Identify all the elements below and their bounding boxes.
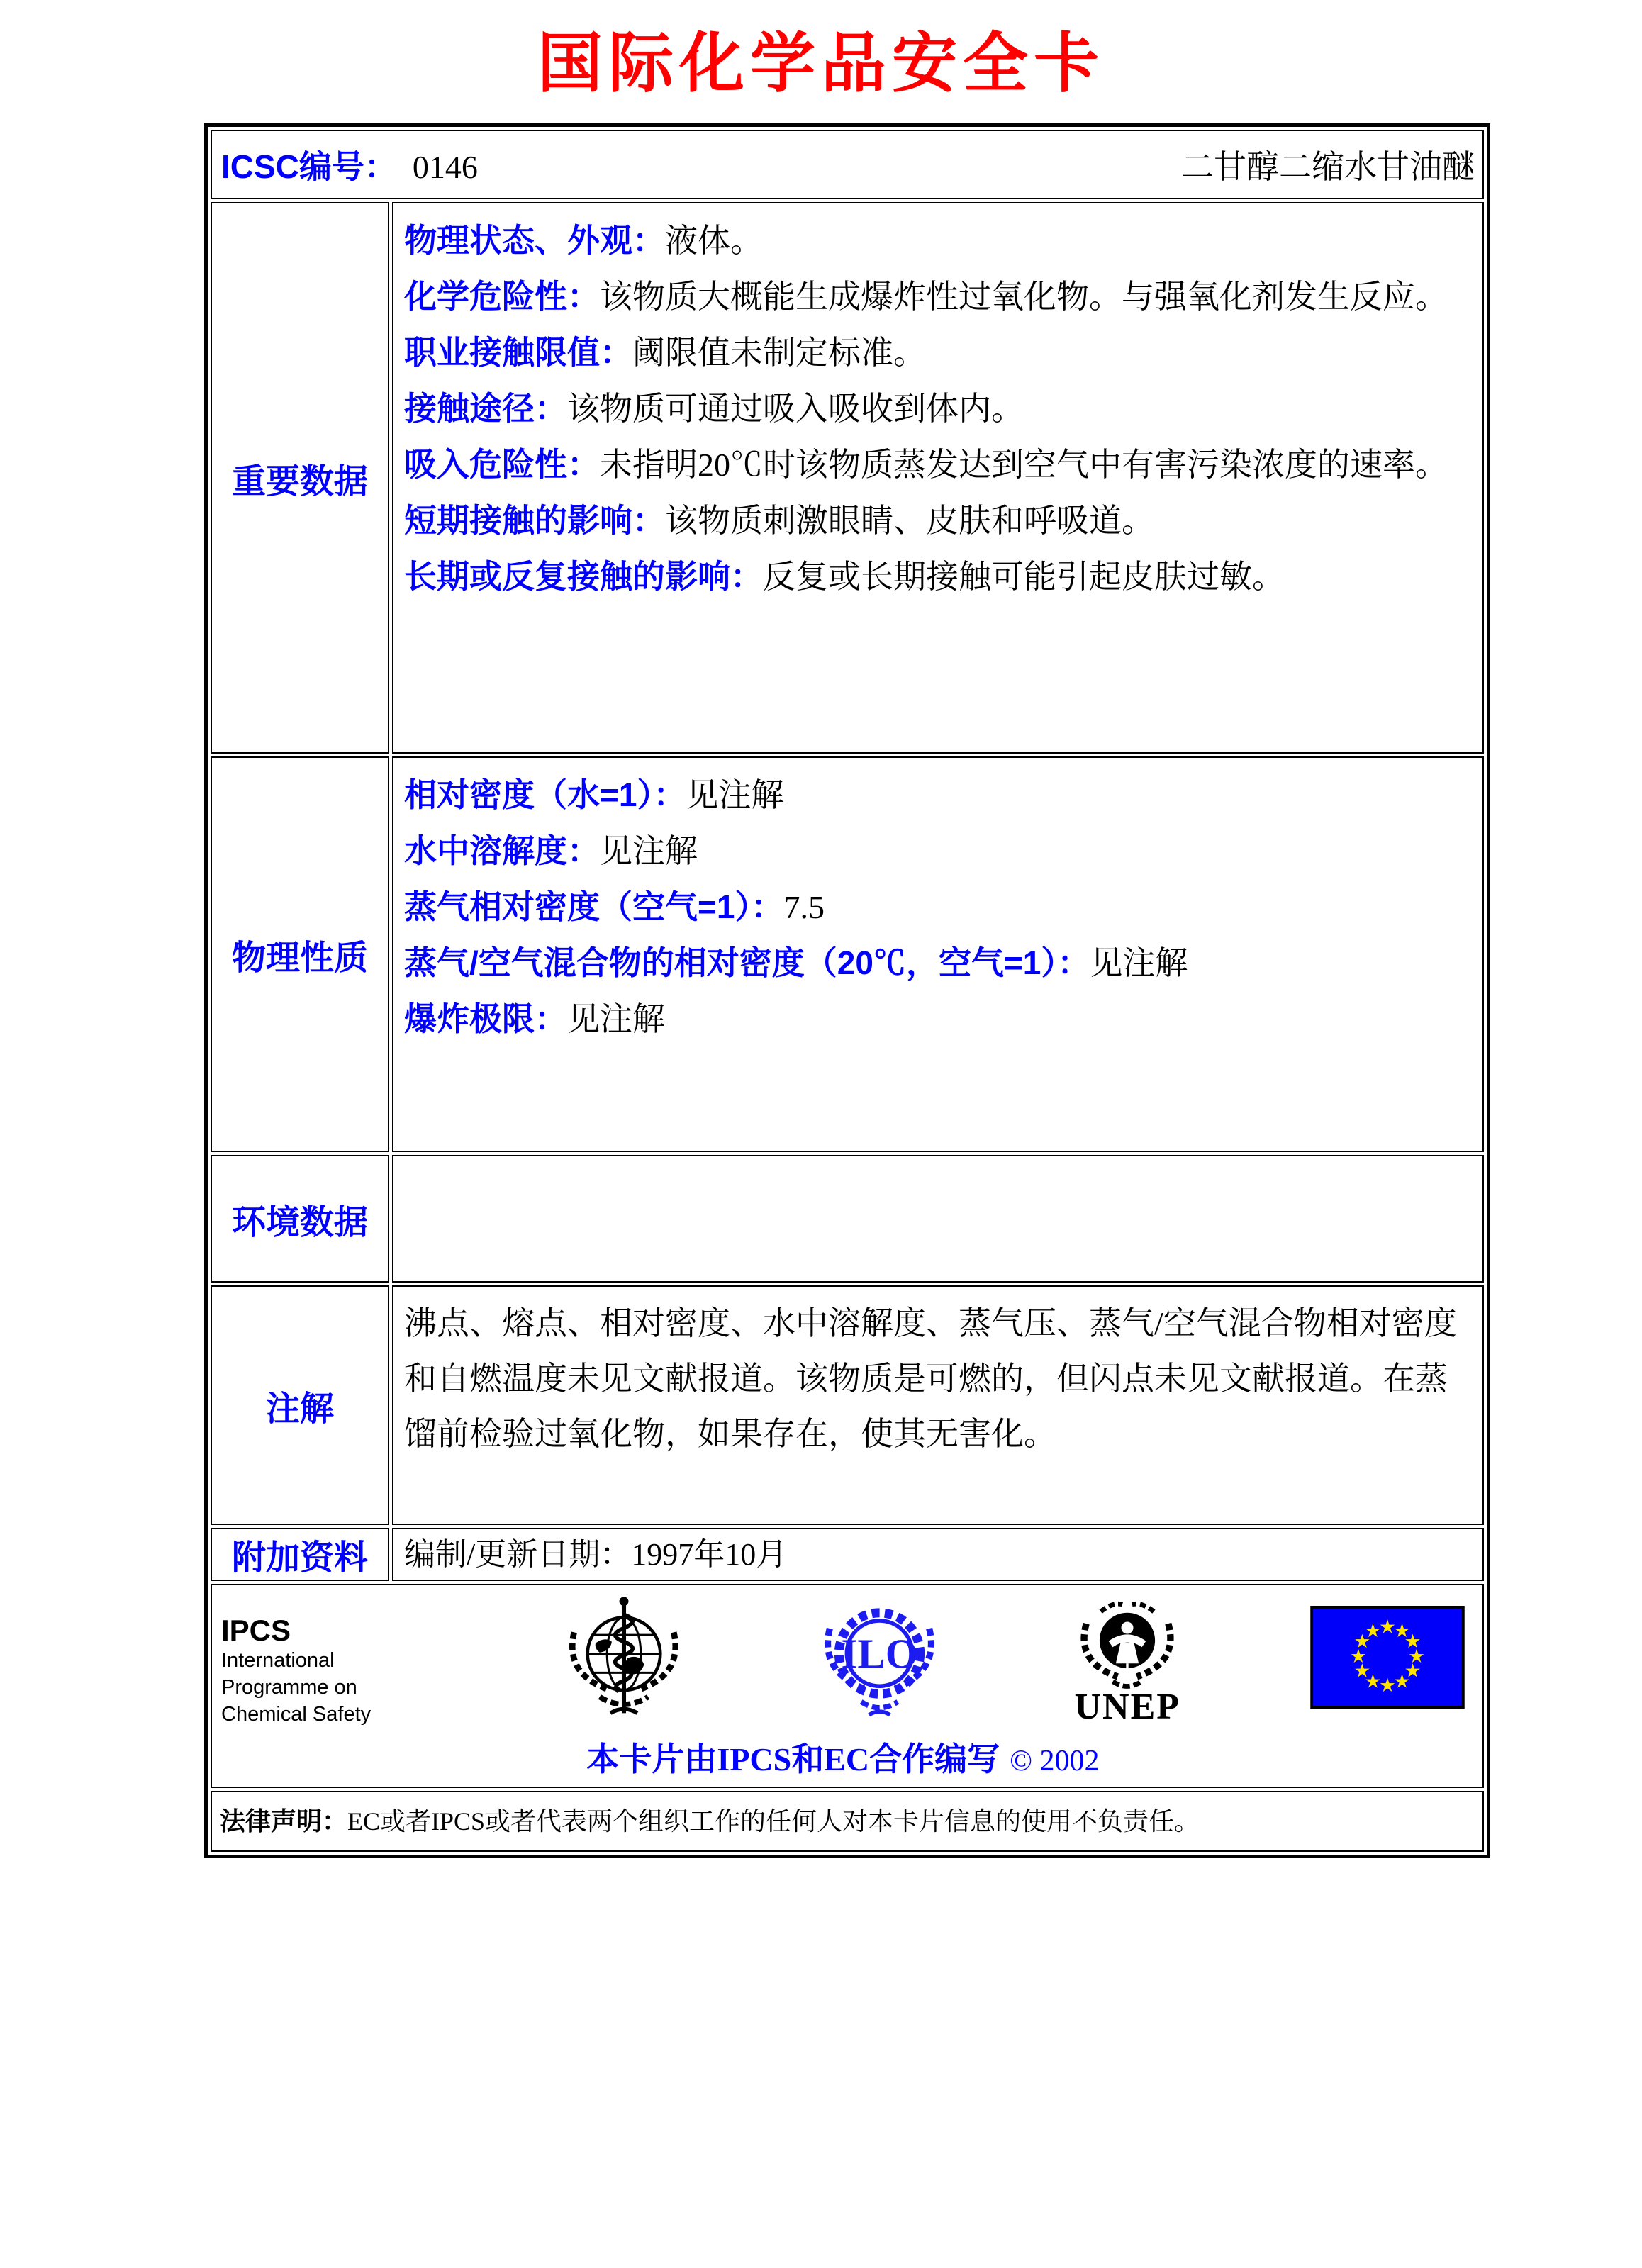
chemical-name: 二甘醇二缩水甘油醚 <box>1181 149 1475 185</box>
ipcs-title: IPCS <box>221 1614 291 1647</box>
row-label-environmental-data: 环境数据 <box>211 1155 389 1283</box>
who-logo-icon <box>557 1594 691 1733</box>
ilo-logo-icon <box>814 1594 945 1731</box>
cooperation-caption <box>221 1733 1465 1780</box>
header-row <box>211 130 1484 199</box>
eu-flag-star: ★ <box>1364 1620 1382 1643</box>
field-chemical-danger: 化学危险性：该物质大概能生成爆炸性过氧化物。与强氧化剂发生反应。 <box>404 278 1448 315</box>
field-inhalation-risk: 吸入危险性：未指明20℃时该物质蒸发达到空气中有害污染浓度的速率。 <box>404 446 1448 483</box>
ilo-letters: ILO <box>840 1630 918 1677</box>
row-label-notes: 注解 <box>211 1285 389 1525</box>
eu-flag-star: ★ <box>1393 1670 1411 1693</box>
notes-content <box>392 1285 1484 1525</box>
important-data-content <box>392 202 1484 754</box>
row-label-additional-info: 附加资料 <box>211 1528 389 1581</box>
field-relative-density: 相对密度（水=1）：见注解 <box>404 776 784 813</box>
eu-flag-star: ★ <box>1353 1660 1371 1682</box>
eu-flag-star: ★ <box>1404 1631 1422 1653</box>
field-occupational-exposure-limit: 职业接触限值：阈限值未制定标准。 <box>404 334 926 371</box>
field-vapour-relative-density: 蒸气相对密度（空气=1）：7.5 <box>404 888 825 925</box>
field-explosive-limits: 爆炸极限：见注解 <box>404 1000 665 1037</box>
unep-letters: UNEP <box>1074 1687 1181 1727</box>
field-long-term-effects: 长期或反复接触的影响：反复或长期接触可能引起皮肤过敏。 <box>404 558 1285 595</box>
eu-flag-star: ★ <box>1364 1670 1382 1693</box>
icsc-card-table <box>204 123 1490 1858</box>
copyright-text: © 2002 <box>1010 1745 1100 1777</box>
row-label-important-data: 重要数据 <box>211 202 389 754</box>
eu-flag-star: ★ <box>1353 1631 1371 1653</box>
additional-info-content <box>392 1528 1484 1581</box>
legal-text: EC或者IPCS或者代表两个组织工作的任何人对本卡片信息的使用不负责任。 <box>347 1807 1200 1836</box>
update-date-text: 编制/更新日期：1997年10月 <box>404 1536 788 1572</box>
eu-flag-star: ★ <box>1404 1660 1422 1682</box>
eu-flag-star: ★ <box>1408 1645 1425 1668</box>
field-water-solubility: 水中溶解度：见注解 <box>404 832 698 869</box>
field-physical-state: 物理状态、外观：液体。 <box>404 222 763 259</box>
field-vapour-air-mixture-density: 蒸气/空气混合物的相对密度（20℃，空气=1）：见注解 <box>404 944 1188 981</box>
eu-flag-star: ★ <box>1379 1616 1396 1638</box>
notes-text: 沸点、熔点、相对密度、水中溶解度、蒸气压、蒸气/空气混合物相对密度和自燃温度未见文献报道。该物质是可燃的，但闪点未见文献报道。在蒸馏前检验过氧化物，如果存在，使其无害化。 <box>404 1305 1457 1452</box>
environmental-data-content <box>392 1155 1484 1283</box>
icsc-number-label: ICSC编号： <box>221 148 397 185</box>
legal-notice-row <box>211 1791 1484 1852</box>
caption-text: 本卡片由IPCS和EC合作编写 <box>586 1741 1000 1777</box>
logos-row <box>211 1584 1484 1788</box>
ipcs-text-block: IPCS International Programme on Chemical Safety <box>221 1594 434 1728</box>
page-title: 国际化学品安全卡 <box>537 28 1105 100</box>
icsc-number-value: 0146 <box>412 149 478 185</box>
legal-label: 法律声明： <box>220 1806 348 1836</box>
unep-logo-icon <box>1067 1594 1188 1725</box>
eu-flag-star: ★ <box>1350 1645 1367 1668</box>
field-exposure-routes: 接触途径：该物质可通过吸入吸收到体内。 <box>404 390 1024 427</box>
physical-properties-content <box>392 756 1484 1152</box>
row-label-physical-properties: 物理性质 <box>211 756 389 1152</box>
eu-flag-star: ★ <box>1379 1674 1396 1697</box>
field-short-term-effects: 短期接触的影响：该物质刺激眼睛、皮肤和呼吸道。 <box>404 502 1154 539</box>
eu-flag-star: ★ <box>1393 1620 1411 1643</box>
eu-flag-icon <box>1310 1594 1465 1709</box>
icsc-number-group <box>221 141 478 188</box>
